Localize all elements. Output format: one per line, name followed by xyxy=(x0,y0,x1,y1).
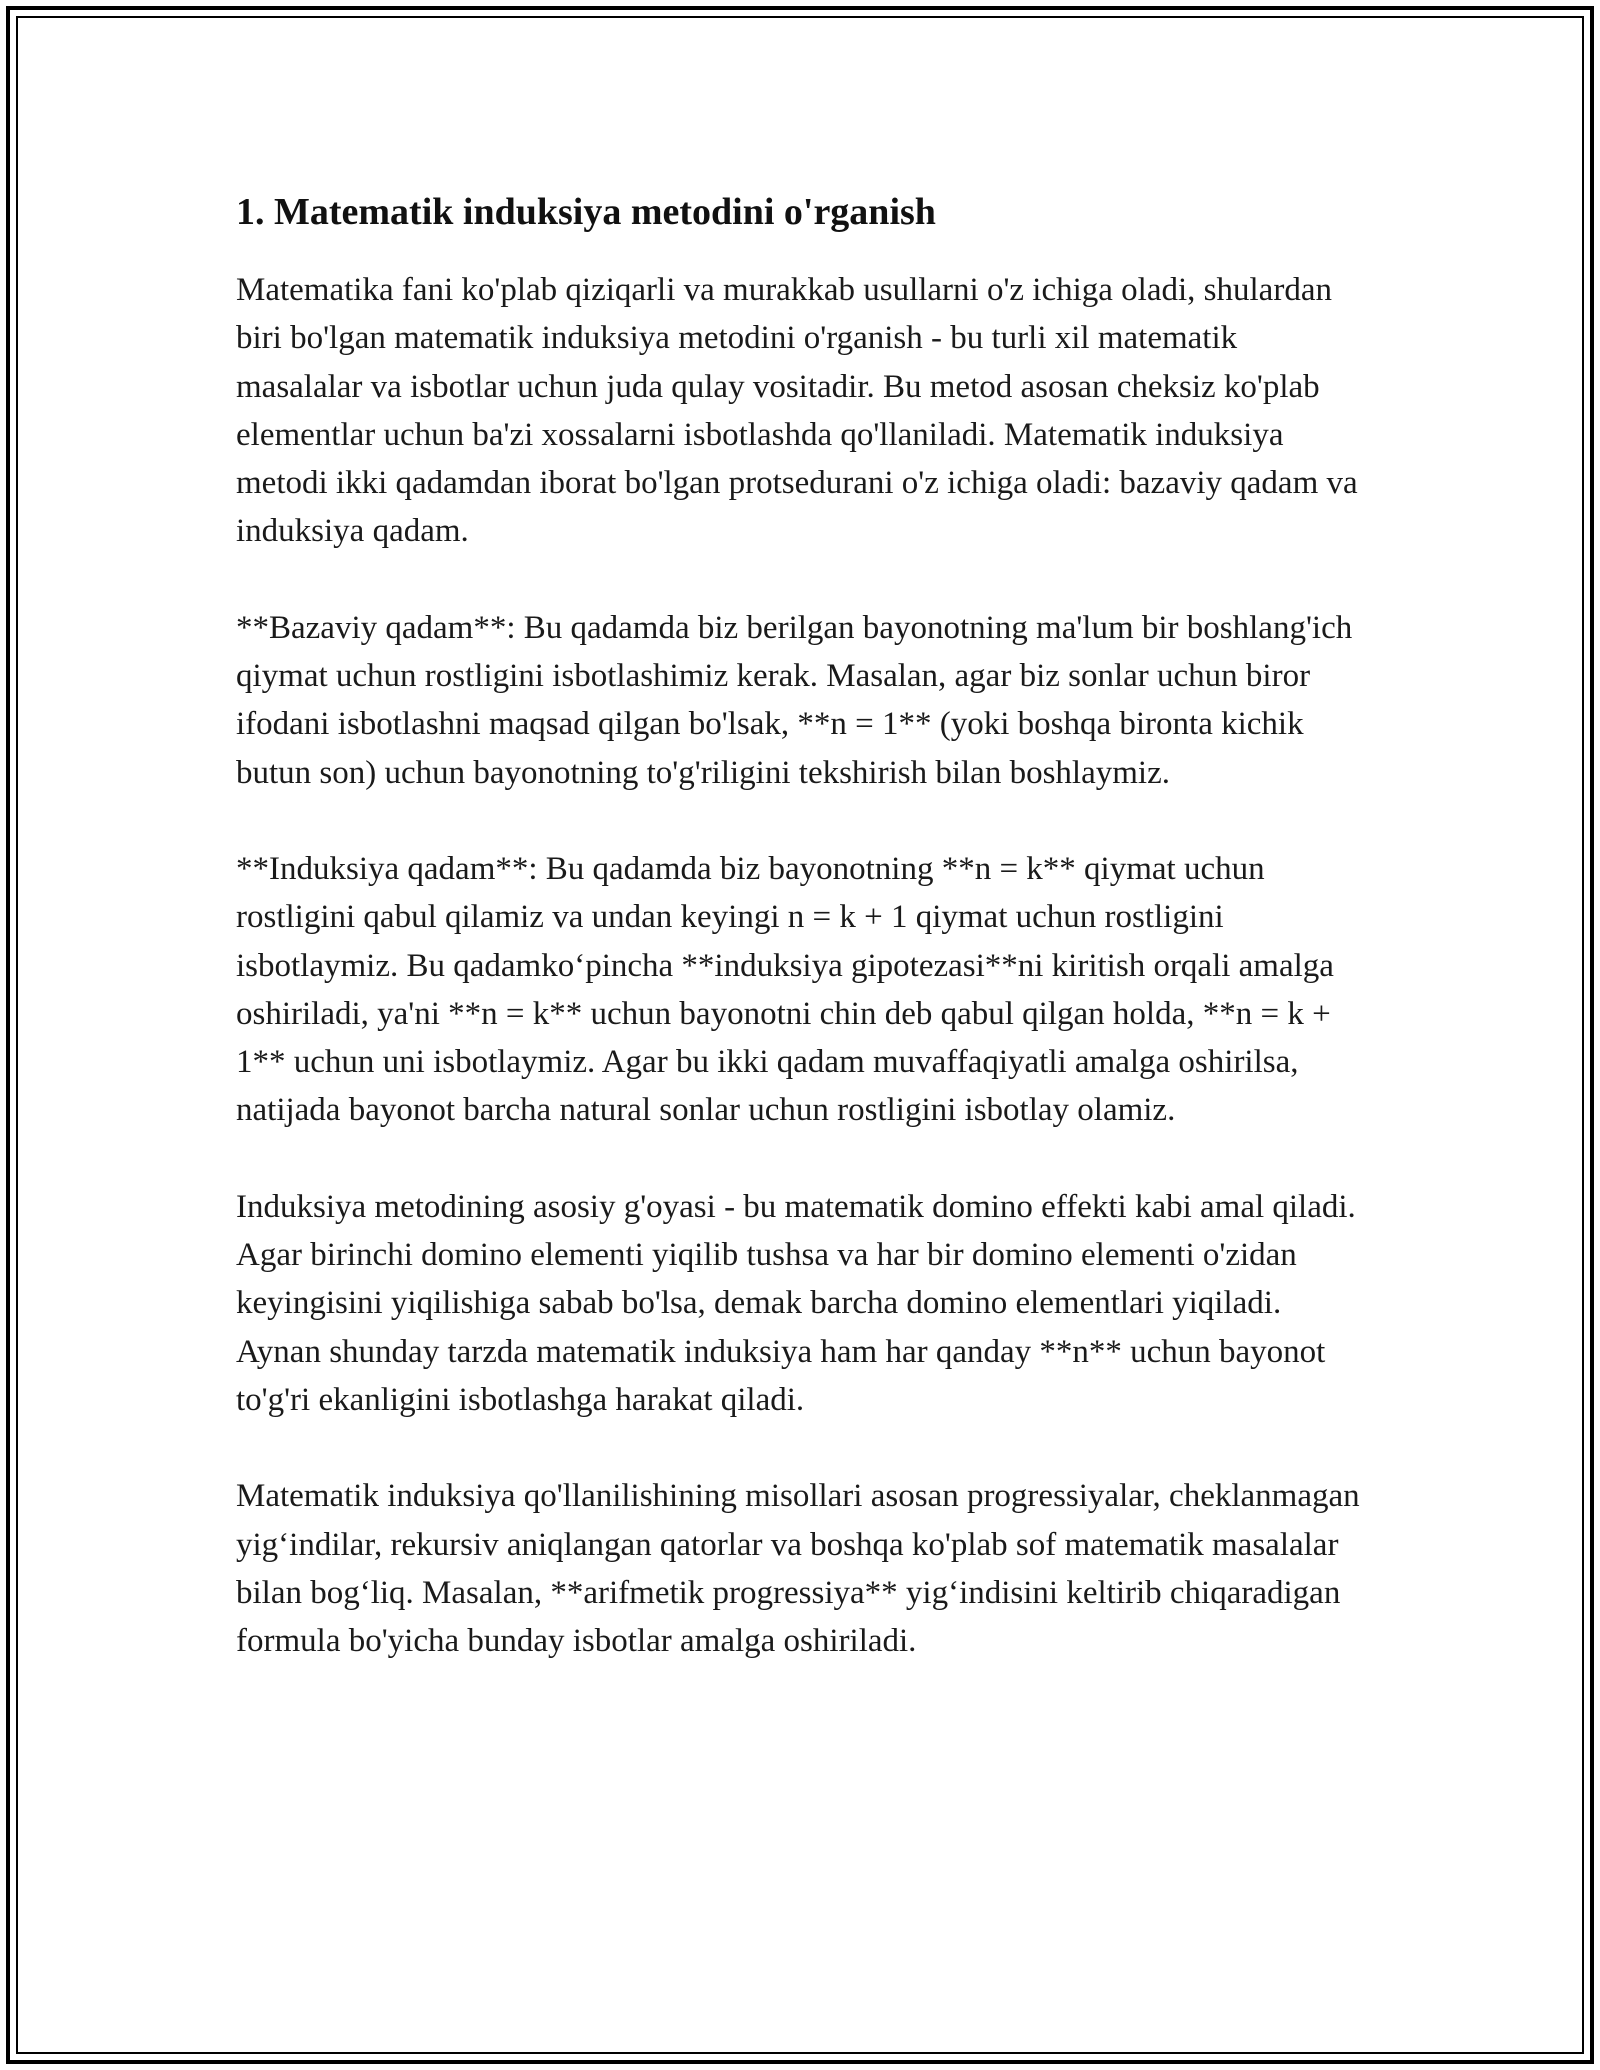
paragraph-induction-step: **Induksiya qadam**: Bu qadamda biz bayonotning **n = k** qiymat uchun rostligini qabul qilamiz va undan keyingi n = k + 1 qiymat uchun rostligini isbotlaymiz. Bu qadamko‘pincha **induksiya gipotezasi**ni kiritish orqali amalga oshiriladi, ya'ni **n = k** uchun bayonotni chin deb qabul qilgan holda, **n = k + 1** uchun uni isbotlaymiz. Agar bu ikki qadam muvaffaqiyatli amalga oshirilsa, natijada bayonot barcha natural sonlar uchun rostligini isbotlay olamiz. xyxy=(236,850,1334,1129)
paragraph-applications: Matematik induksiya qo'llanilishining misollari asosan progressiyalar, cheklanmagan yig‘indilar, rekursiv aniqlangan qatorlar va boshqa ko'plab sof matematik masalalar bilan bog‘liq. Masalan, **arifmetik progressiya** yig‘indisini keltirib chiqaradigan formula bo'yicha bunday isbotlar amalga oshiriladi. xyxy=(236,1478,1360,1660)
paragraph-base-step: **Bazaviy qadam**: Bu qadamda biz berilgan bayonotning ma'lum bir boshlang'ich qiymat uchun rostligini isbotlashimiz kerak. Masalan, agar biz sonlar uchun biror ifodani isbotlashni maqsad qilgan bo'lsak, **n = 1** (yoki boshqa bironta kichik butun son) uchun bayonotning to'g'riligini tekshirish bilan boshlaymiz. xyxy=(236,609,1353,791)
paragraph-domino-idea: Induksiya metodining asosiy g'oyasi - bu matematik domino effekti kabi amal qiladi. Agar birinchi domino elementi yiqilib tushsa va har bir domino elementi o'zidan keyingisini yiqilishiga sabab bo'lsa, demak barcha domino elementlari yiqiladi. Aynan shunday tarzda matematik induksiya ham har qanday **n** uchun bayonot to'g'ri ekanligini isbotlashga harakat qiladi. xyxy=(236,1188,1356,1418)
paragraph-intro: Matematika fani ko'plab qiziqarli va murakkab usullarni o'z ichiga oladi, shulardan biri bo'lgan matematik induksiya metodini o'rganish - bu turli xil matematik masalalar va isbotlar uchun juda qulay vositadir. Bu metod asosan cheksiz ko'plab elementlar uchun ba'zi xossalarni isbotlashda qo'llaniladi. Matematik induksiya metodi ikki qadamdan iborat bo'lgan protsedurani o'z ichiga oladi: bazaviy qadam va induksiya qadam. xyxy=(236,272,1358,550)
document-body xyxy=(236,186,1366,1713)
section-heading: 1. Matematik induksiya metodini o'rganish xyxy=(236,191,936,233)
